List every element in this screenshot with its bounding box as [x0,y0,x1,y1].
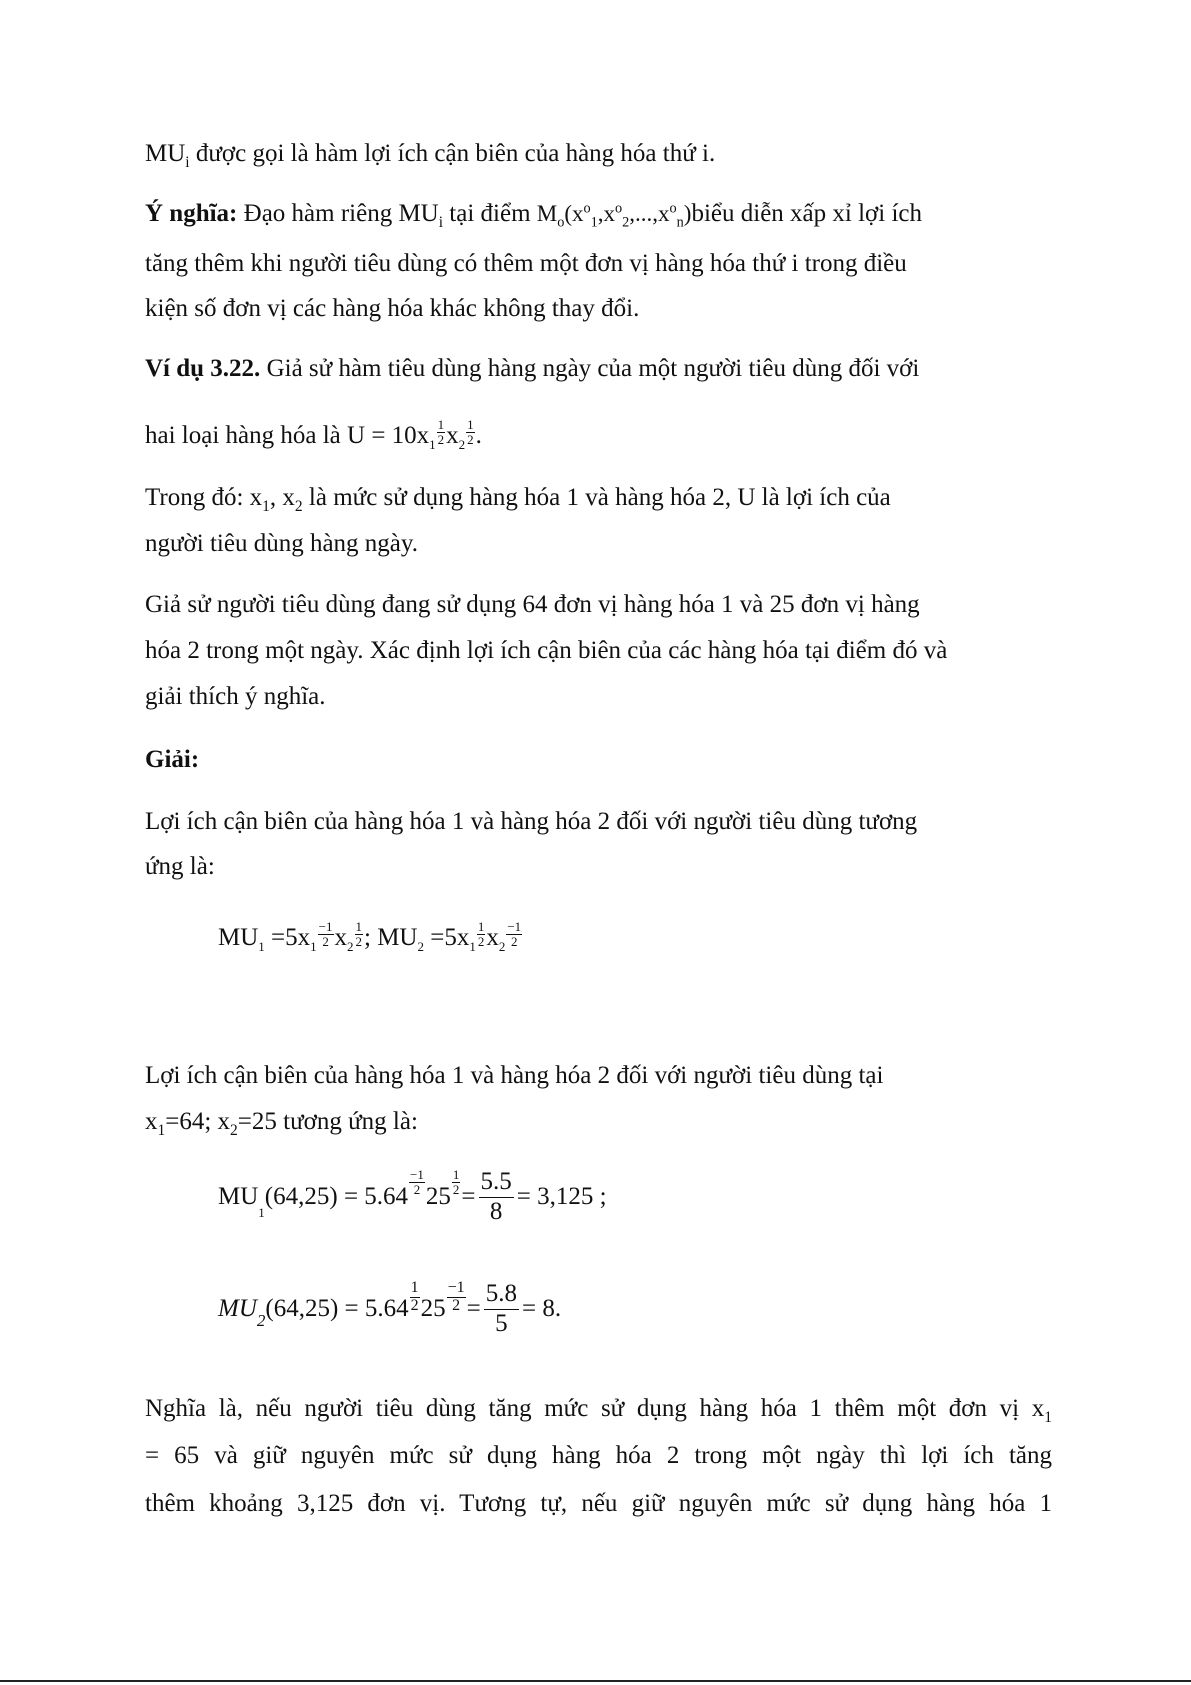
paragraph-meaning-line-3: kiện số đơn vị các hàng hóa khác không thay đổi. [145,295,640,322]
fraction: $\frac{5.5}{8}$ [480,1168,512,1225]
marginal-at-point-line-2: $x_1=64$; $x_2=25$ tương ứng là: [145,1108,418,1139]
conclusion-line-1: Nghĩa là, nếu người tiêu dùng tăng mức sử dụng hàng hóa 1 thêm một đơn vị $x_1$ [145,1395,1052,1426]
meaning-heading: Ý nghĩa: [145,200,238,227]
fraction: $\frac{5.8}{5}$ [485,1280,518,1337]
exponent-half: $\frac{1}{2}$ [467,417,474,447]
conclusion-line-3: thêm khoảng 3,125 đơn vị. Tương tự, nếu giữ nguyên mức sử dụng hàng hóa 1 [145,1490,1052,1517]
assume-line-1: Giả sử người tiêu dùng đang sử dụng 64 đơn vị hàng hóa 1 và 25 đơn vị hàng [145,591,920,618]
assume-line-3: giải thích ý nghĩa. [145,683,326,710]
exponent-half: $\frac{1}{2}$ [437,417,445,447]
equation-mu-functions: $MU_1 =5x_1$ $\frac{-1}{2}$ $x_2$ $\frac{1}{2}$ ; $MU_2 =5x_1$ $\frac{1}{2}$ $x_2$ $\frac{-1}{2}$ [218,919,522,954]
example-heading: Ví dụ 3.22. [145,355,261,382]
conclusion-line-2: = 65 và giữ nguyên mức sử dụng hàng hóa 2 trong một ngày thì lợi ích tăng [145,1442,1052,1469]
equation-mu2-value: MU $_2$ (64,25) = 5.64 1 2 25 $\frac{-1}{2}$ = $\frac{5.8}{5}$ = 8. [218,1279,562,1337]
paragraph-meaning-line-1: Ý nghĩa: Đạo hàm riêng $MU_i$ tại điểm $M_o(x^o_1,x^o_2,...,x^o_n)biểu$ diễn xấp xỉ lợi ích [145,200,922,231]
example-line-1: Ví dụ 3.22. Giả sử hàm tiêu dùng hàng ngày của một người tiêu dùng đối với [145,355,920,382]
point-m0-formula: $M_o(x^o_1,x^o_2,...,x^o_n)$ [536,200,692,231]
example-line-2: hai loại hàng hóa là $U = 10x_1$ $\frac{1}{2}$ $x_2$ $\frac{1}{2}$ . [145,417,482,452]
where-line-2: người tiêu dùng hàng ngày. [145,530,419,557]
assume-line-2: hóa 2 trong một ngày. Xác định lợi ích cận biên của các hàng hóa tại điểm đó và [145,637,948,664]
marginal-at-point-line-1: Lợi ích cận biên của hàng hóa 1 và hàng hóa 2 đối với người tiêu dùng tại [145,1062,884,1089]
marginal-line-2: ứng là: [145,853,215,880]
paragraph-meaning-line-2: tăng thêm khi người tiêu dùng có thêm một đơn vị hàng hóa thứ i trong điều [145,250,907,277]
page-bottom-rule [0,1680,1191,1682]
where-line-1: Trong đó: $x_1$, $x_2$ là mức sử dụng hàng hóa 1 và hàng hóa 2, U là lợi ích của [145,484,891,515]
equation-mu1-value: MU $_1$ (64,25) = 5.64 −1 2 25 $\frac{1}{2}$ = $\frac{5.5}{8}$ = 3,125 ; [218,1167,607,1225]
marginal-line-1: Lợi ích cận biên của hàng hóa 1 và hàng hóa 2 đối với người tiêu dùng tương [145,808,918,835]
solution-heading: Giải: [145,746,200,773]
paragraph-mui-definition: $MU_i$ được gọi là hàm lợi ích cận biên của hàng hóa thứ i. [145,140,716,171]
